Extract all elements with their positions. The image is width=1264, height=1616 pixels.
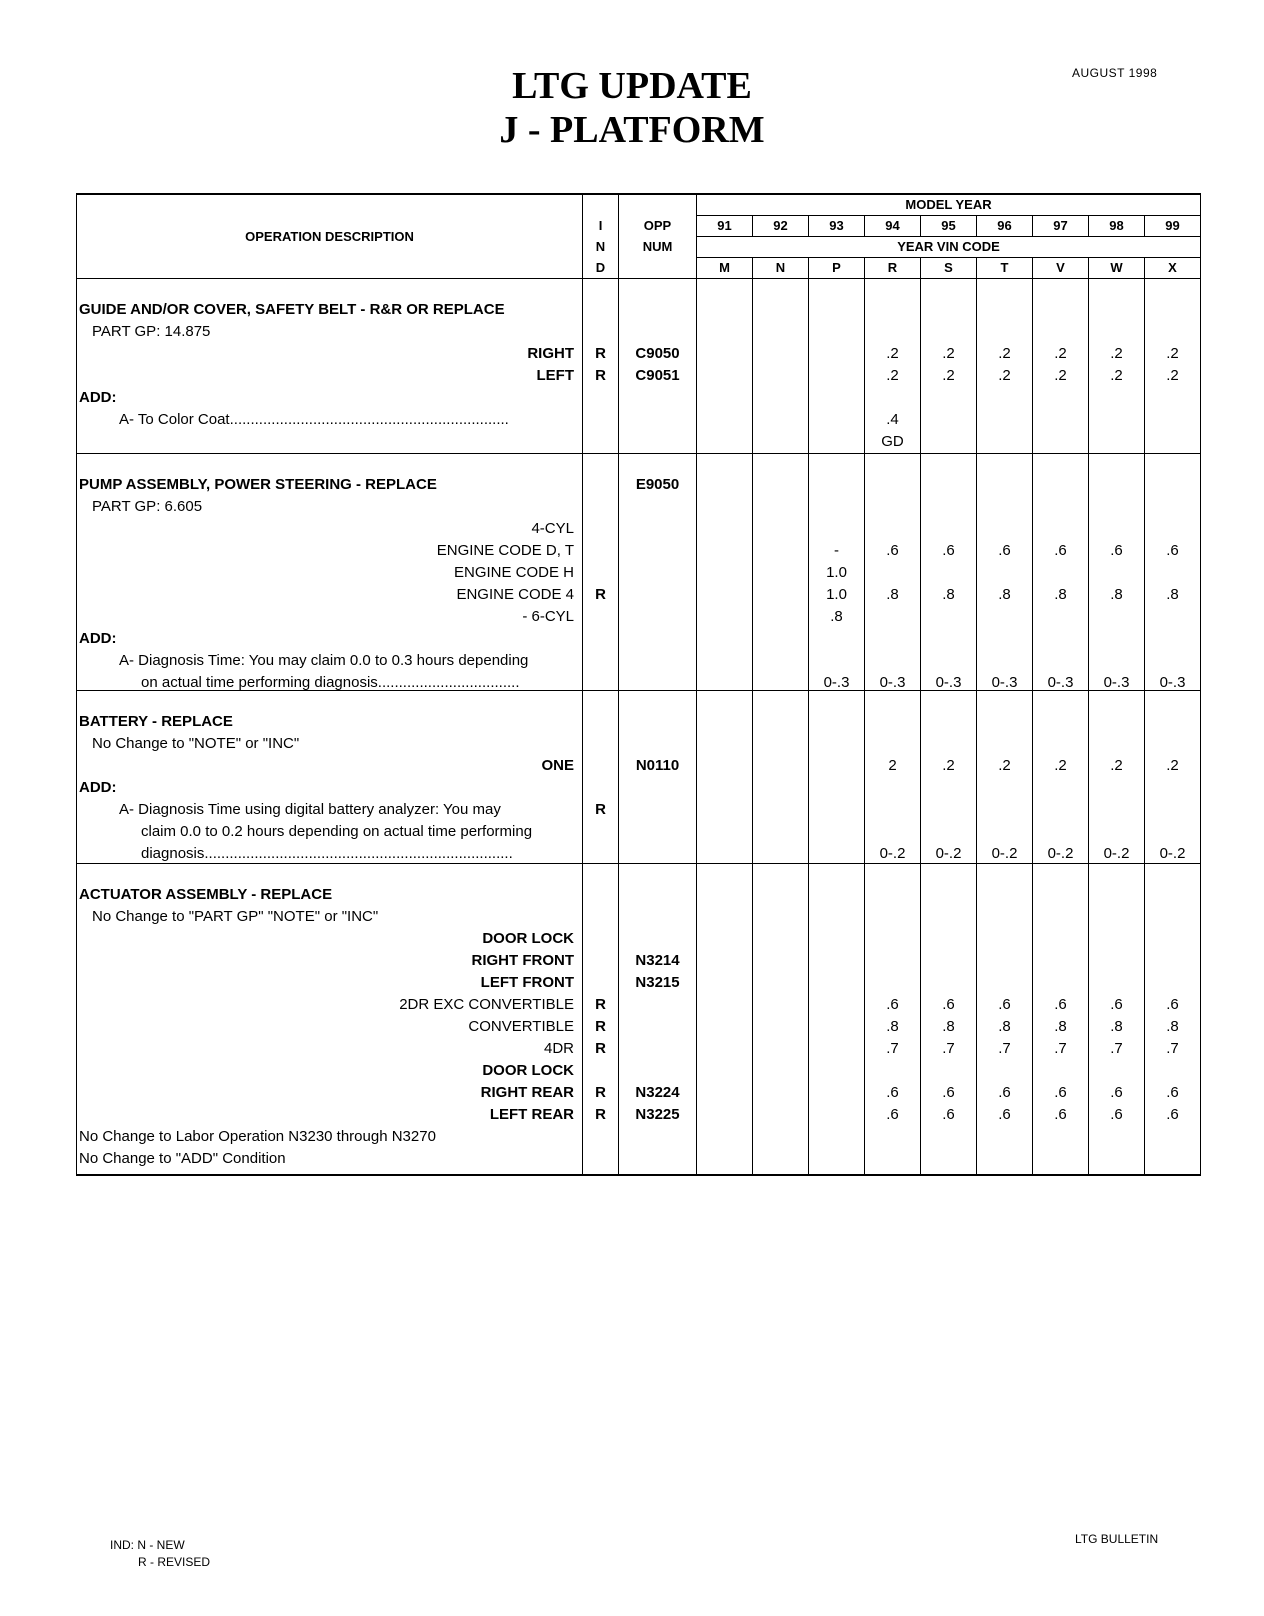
labor-time-value: 0-.3 xyxy=(1159,674,1186,691)
operation-line: A- Diagnosis Time using digital battery analyzer: You may xyxy=(119,801,501,818)
labor-time-value: 0-.3 xyxy=(823,674,850,691)
opp-header-2: NUM xyxy=(619,237,697,258)
labor-time-value: .6 xyxy=(886,1084,899,1101)
labor-time-value: .2 xyxy=(1110,757,1123,774)
year-vin-code-header: YEAR VIN CODE xyxy=(697,237,1201,258)
labor-time-value: .6 xyxy=(1054,996,1067,1013)
bulletin-date: AUGUST 1998 xyxy=(1072,66,1158,80)
labor-time-value: .2 xyxy=(998,367,1011,384)
labor-time-value: .6 xyxy=(886,542,899,559)
labor-time-value: 1.0 xyxy=(826,564,847,581)
operation-line: A- Diagnosis Time: You may claim 0.0 to 0.3 hours depending xyxy=(119,652,529,669)
section-power-steering xyxy=(77,454,1201,691)
operation-line: 2DR EXC CONVERTIBLE xyxy=(399,996,574,1013)
operation-line: ENGINE CODE D, T xyxy=(436,542,574,559)
labor-time-value: .6 xyxy=(998,1084,1011,1101)
opp-number: C9050 xyxy=(635,345,680,362)
operation-title: PUMP ASSEMBLY, POWER STEERING - REPLACE xyxy=(79,476,437,493)
operation-title: ACTUATOR ASSEMBLY - REPLACE xyxy=(79,886,333,903)
operation-line: RIGHT xyxy=(527,345,574,362)
operation-line: A- To Color Coat................................................................... xyxy=(119,411,509,428)
operation-line: ENGINE CODE 4 xyxy=(456,586,574,603)
labor-time-value: .2 xyxy=(886,345,899,362)
labor-time-value: .8 xyxy=(886,586,899,603)
vin-code-x: X xyxy=(1145,258,1201,279)
labor-time-value: 0-.3 xyxy=(991,674,1018,691)
ind-flag: R xyxy=(595,1084,606,1101)
labor-time-value: .2 xyxy=(1166,367,1179,384)
opp-number: N3215 xyxy=(635,974,680,991)
labor-time-value: 0-.2 xyxy=(1047,845,1074,862)
labor-time-value: .2 xyxy=(1110,367,1123,384)
operation-line: LEFT REAR xyxy=(489,1106,574,1123)
year-99: 99 xyxy=(1145,216,1201,237)
operation-line: PART GP: 14.875 xyxy=(92,323,211,340)
labor-time-value: 0-.3 xyxy=(1047,674,1074,691)
labor-time-value: .8 xyxy=(886,1018,899,1035)
operation-line: - 6-CYL xyxy=(522,608,574,625)
labor-time-value: 0-.3 xyxy=(1103,674,1130,691)
ind-flag: R xyxy=(595,996,606,1013)
labor-time-value: .6 xyxy=(1110,1084,1123,1101)
labor-time-value: .6 xyxy=(1166,1084,1179,1101)
opp-number: C9051 xyxy=(635,367,680,384)
operation-line: No Change to "ADD" Condition xyxy=(79,1150,286,1167)
labor-time-value: .2 xyxy=(942,345,955,362)
model-year-header: MODEL YEAR xyxy=(697,194,1201,216)
vin-code-r: R xyxy=(865,258,921,279)
labor-time-value: 0-.2 xyxy=(1103,845,1130,862)
labor-time-value: .6 xyxy=(1110,996,1123,1013)
labor-time-value: .2 xyxy=(1166,345,1179,362)
labor-time-value: .6 xyxy=(998,1106,1011,1123)
labor-time-value: .7 xyxy=(1166,1040,1179,1057)
ind-flag: R xyxy=(595,586,606,603)
ind-flag: R xyxy=(595,345,606,362)
labor-time-value: .6 xyxy=(1166,1106,1179,1123)
labor-time-value: .8 xyxy=(830,608,843,625)
opp-header-3 xyxy=(619,258,697,279)
operation-line: ONE xyxy=(541,757,574,774)
labor-time-value: .6 xyxy=(942,1106,955,1123)
vin-code-t: T xyxy=(977,258,1033,279)
labor-time-value: .8 xyxy=(1054,586,1067,603)
opp-header xyxy=(619,194,697,216)
labor-time-value: .6 xyxy=(942,996,955,1013)
labor-time-value: .6 xyxy=(942,1084,955,1101)
operation-line: diagnosis.......................................................................... xyxy=(141,845,513,862)
labor-time-value: .2 xyxy=(886,367,899,384)
labor-time-value: .6 xyxy=(1054,1106,1067,1123)
labor-time-value: 2 xyxy=(888,757,897,774)
vin-code-s: S xyxy=(921,258,977,279)
operation-title: GUIDE AND/OR COVER, SAFETY BELT - R&R OR REPLACE xyxy=(79,301,505,318)
labor-time-value: .8 xyxy=(942,586,955,603)
vin-code-w: W xyxy=(1089,258,1145,279)
labor-time-value: 0-.2 xyxy=(1159,845,1186,862)
operation-line: RIGHT FRONT xyxy=(471,952,574,969)
operation-line: DOOR LOCK xyxy=(482,1062,574,1079)
labor-time-value: .8 xyxy=(998,586,1011,603)
labor-time-value: .6 xyxy=(1110,542,1123,559)
operation-line: ADD: xyxy=(79,779,117,796)
vin-code-n: N xyxy=(753,258,809,279)
ind-header-2: N xyxy=(583,237,619,258)
year-91: 91 xyxy=(697,216,753,237)
opp-number: N0110 xyxy=(635,757,680,774)
year-93: 93 xyxy=(809,216,865,237)
labor-time-value: 0-.2 xyxy=(991,845,1018,862)
operation-line: No Change to "NOTE" or "INC" xyxy=(92,735,300,752)
labor-time-value: GD xyxy=(881,433,904,450)
year-96: 96 xyxy=(977,216,1033,237)
labor-time-value: 0-.2 xyxy=(879,845,906,862)
labor-time-value: .8 xyxy=(998,1018,1011,1035)
labor-time-value: .6 xyxy=(1054,542,1067,559)
opp-number: N3224 xyxy=(635,1084,680,1101)
section-battery xyxy=(77,691,1201,864)
operation-line: No Change to "PART GP" "NOTE" or "INC" xyxy=(92,908,379,925)
ind-flag: R xyxy=(595,1106,606,1123)
year-92: 92 xyxy=(753,216,809,237)
labor-time-table xyxy=(76,193,1201,1176)
operation-line: CONVERTIBLE xyxy=(468,1018,574,1035)
labor-time-value: .2 xyxy=(998,345,1011,362)
operation-line: on actual time performing diagnosis.................................. xyxy=(141,674,520,691)
operation-line: ENGINE CODE H xyxy=(453,564,574,581)
bulletin-label: LTG BULLETIN xyxy=(1075,1532,1159,1546)
labor-time-value: .7 xyxy=(942,1040,955,1057)
ind-legend-revised: R - REVISED xyxy=(138,1555,211,1569)
labor-time-value: .8 xyxy=(1110,586,1123,603)
section-actuator xyxy=(77,864,1201,1176)
operation-description-header: OPERATION DESCRIPTION xyxy=(77,194,583,279)
operation-line: PART GP: 6.605 xyxy=(92,498,203,515)
labor-time-value: 0-.2 xyxy=(935,845,962,862)
labor-time-value: .4 xyxy=(886,411,899,428)
labor-time-value: 0-.3 xyxy=(935,674,962,691)
labor-time-value: .2 xyxy=(1054,757,1067,774)
operation-line: 4-CYL xyxy=(531,520,574,537)
operation-line: ADD: xyxy=(79,630,117,647)
labor-time-value: .8 xyxy=(1054,1018,1067,1035)
labor-time-value: .6 xyxy=(1054,1084,1067,1101)
page-subtitle: J - PLATFORM xyxy=(499,109,765,151)
opp-number: N3225 xyxy=(635,1106,680,1123)
ind-flag: R xyxy=(595,1040,606,1057)
ind-header xyxy=(583,194,619,216)
ind-flag: R xyxy=(595,1018,606,1035)
labor-time-value: 0-.3 xyxy=(879,674,906,691)
operation-line: RIGHT REAR xyxy=(480,1084,574,1101)
labor-time-value: .7 xyxy=(886,1040,899,1057)
year-94: 94 xyxy=(865,216,921,237)
labor-time-value: .2 xyxy=(942,367,955,384)
section-safety-belt xyxy=(77,279,1201,454)
labor-time-value: .8 xyxy=(1166,1018,1179,1035)
operation-line: No Change to Labor Operation N3230 through N3270 xyxy=(79,1128,436,1145)
operation-line: LEFT xyxy=(536,367,574,384)
labor-time-value: .2 xyxy=(1054,367,1067,384)
opp-number: E9050 xyxy=(635,476,680,493)
ind-flag: R xyxy=(595,801,606,818)
labor-time-value: .6 xyxy=(886,996,899,1013)
labor-time-value: 1.0 xyxy=(826,586,847,603)
labor-time-value: .7 xyxy=(1054,1040,1067,1057)
operation-line: DOOR LOCK xyxy=(482,930,574,947)
operation-line: 4DR xyxy=(543,1040,574,1057)
page-title: LTG UPDATE xyxy=(512,65,752,107)
labor-time-value: .2 xyxy=(998,757,1011,774)
labor-time-value: .2 xyxy=(1054,345,1067,362)
operation-title: BATTERY - REPLACE xyxy=(79,713,233,730)
opp-number: N3214 xyxy=(635,952,680,969)
year-97: 97 xyxy=(1033,216,1089,237)
operation-line: ADD: xyxy=(79,389,117,406)
labor-time-value: .6 xyxy=(1110,1106,1123,1123)
labor-time-value: .6 xyxy=(1166,996,1179,1013)
labor-time-value: .2 xyxy=(1110,345,1123,362)
vin-code-m: M xyxy=(697,258,753,279)
vin-code-p: P xyxy=(809,258,865,279)
labor-time-value: .6 xyxy=(1166,542,1179,559)
labor-time-value: - xyxy=(834,542,839,559)
opp-header-1: OPP xyxy=(619,216,697,237)
operation-line: LEFT FRONT xyxy=(480,974,574,991)
ind-header-3: D xyxy=(583,258,619,279)
vin-code-v: V xyxy=(1033,258,1089,279)
ind-header-1: I xyxy=(583,216,619,237)
labor-time-value: .8 xyxy=(1166,586,1179,603)
labor-time-value: .8 xyxy=(1110,1018,1123,1035)
ind-legend-new: IND: N - NEW xyxy=(110,1538,185,1552)
ind-flag: R xyxy=(595,367,606,384)
labor-time-value: .6 xyxy=(886,1106,899,1123)
operation-line: claim 0.0 to 0.2 hours depending on actual time performing xyxy=(141,823,533,840)
labor-time-value: .6 xyxy=(998,996,1011,1013)
labor-time-value: .2 xyxy=(942,757,955,774)
labor-time-value: .7 xyxy=(1110,1040,1123,1057)
labor-time-value: .2 xyxy=(1166,757,1179,774)
labor-time-value: .6 xyxy=(998,542,1011,559)
year-95: 95 xyxy=(921,216,977,237)
year-98: 98 xyxy=(1089,216,1145,237)
labor-time-value: .7 xyxy=(998,1040,1011,1057)
labor-time-value: .8 xyxy=(942,1018,955,1035)
labor-time-value: .6 xyxy=(942,542,955,559)
